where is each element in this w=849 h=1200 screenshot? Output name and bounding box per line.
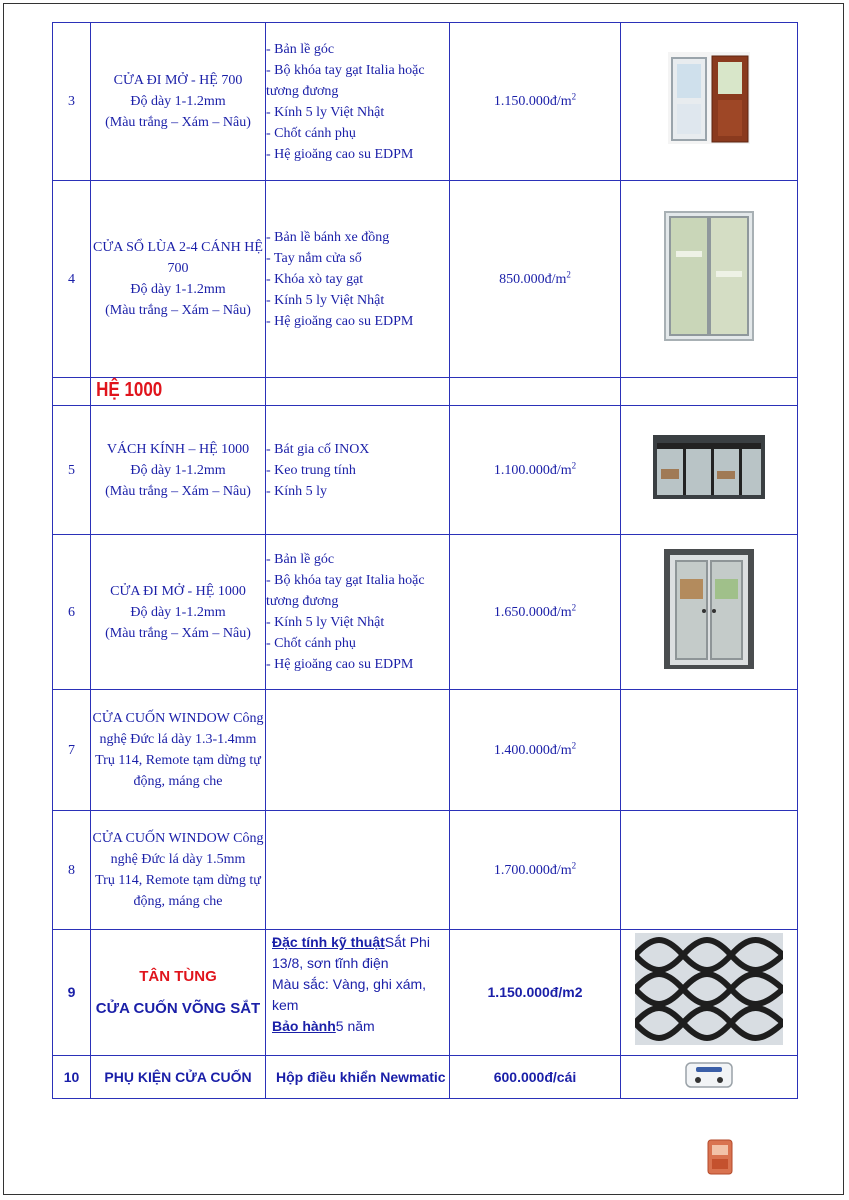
brand-label: TÂN TÙNG — [139, 967, 217, 985]
product-price: $1.700.000đ/m^2$ — [450, 811, 621, 930]
product-specs: - Bản lề bánh xe đồng - Tay nắm cửa sổ - Khóa xò tay gạt - Kính 5 ly Việt Nhật - Hệ gioăng cao su EDPM — [266, 181, 450, 378]
row-number: 5 — [53, 406, 91, 535]
table-row — [53, 1056, 798, 1099]
product-price: $1.100.000đ/m^2$ — [450, 406, 621, 535]
product-image-cell — [621, 1056, 798, 1099]
row-number: 7 — [53, 690, 91, 811]
row-number: 3 — [53, 23, 91, 181]
product-price: $850.000đ/m^2$ — [450, 181, 621, 378]
table-row — [53, 23, 798, 181]
product-specs: - Bát gia cố INOX - Keo trung tính - Kính 5 ly — [266, 406, 450, 535]
row-number: 4 — [53, 181, 91, 378]
product-specs: - Bản lề góc - Bộ khóa tay gạt Italia hoặc tương đương - Kính 5 ly Việt Nhật - Chốt cánh phụ - Hệ gioăng cao su EDPM — [266, 23, 450, 181]
footer-logo-icon — [707, 1139, 733, 1175]
remote-control-box-image — [684, 1057, 734, 1091]
product-name: CỬA SỔ LÙA 2-4 CÁNH HỆ 700 Độ dày 1-1.2mm (Màu trắng – Xám – Nâu) — [91, 181, 266, 378]
section-row — [53, 378, 798, 406]
product-name: CỬA CUỐN WINDOW Công nghệ Đức lá dày 1.5mm Trụ 114, Remote tạm dừng tự động, máng che — [91, 811, 266, 930]
product-image-cell — [621, 181, 798, 378]
table-row — [53, 181, 798, 378]
product-name: PHỤ KIỆN CỬA CUỐN — [91, 1056, 266, 1099]
product-price: $1.150.000đ/m^2$ — [450, 23, 621, 181]
product-name: CỬA CUỐN WINDOW Công nghệ Đức lá dày 1.3-1.4mm Trụ 114, Remote tạm dừng tự động, máng che — [91, 690, 266, 811]
product-image-cell — [621, 535, 798, 690]
product-name: CỬA ĐI MỞ - HỆ 700 Độ dày 1-1.2mm (Màu trắng – Xám – Nâu) — [91, 23, 266, 181]
row-number: 6 — [53, 535, 91, 690]
iron-mesh-image — [635, 933, 783, 1045]
product-price: 1.150.000đ/m2 — [450, 930, 621, 1056]
table-row — [53, 690, 798, 811]
product-name: CỬA ĐI MỞ - HỆ 1000 Độ dày 1-1.2mm (Màu trắng – Xám – Nâu) — [91, 535, 266, 690]
table-row — [53, 811, 798, 930]
double-door-image — [664, 549, 754, 669]
price-table — [52, 22, 798, 1099]
table-row — [53, 930, 798, 1056]
product-price: $1.400.000đ/m^2$ — [450, 690, 621, 811]
row-number: 10 — [53, 1056, 91, 1099]
product-image-cell — [621, 23, 798, 181]
product-image-cell — [621, 930, 798, 1056]
sliding-window-image — [664, 211, 754, 341]
door-photo-image — [668, 52, 750, 144]
row-number: 9 — [53, 930, 91, 1056]
product-spec: Hộp điều khiển Newmatic — [266, 1056, 450, 1099]
product-price: $1.650.000đ/m^2$ — [450, 535, 621, 690]
product-specs: Đặc tính kỹ thuậtSắt Phi 13/8, sơn tĩnh điện Màu sắc: Vàng, ghi xám, kem Bảo hành5 năm — [266, 930, 450, 1056]
table-row — [53, 406, 798, 535]
product-image-cell — [621, 406, 798, 535]
row-number: 8 — [53, 811, 91, 930]
product-price: 600.000đ/cái — [450, 1056, 621, 1099]
section-title: HỆ 1000 — [96, 379, 163, 401]
product-name: VÁCH KÍNH – HỆ 1000 Độ dày 1-1.2mm (Màu trắng – Xám – Nâu) — [91, 406, 266, 535]
glass-partition-image — [653, 435, 765, 499]
product-name: TÂN TÙNG CỬA CUỐN VÕNG SẮT — [91, 930, 266, 1056]
product-specs: - Bản lề góc - Bộ khóa tay gạt Italia hoặc tương đương - Kính 5 ly Việt Nhật - Chốt cánh phụ - Hệ gioăng cao su EDPM — [266, 535, 450, 690]
table-row — [53, 535, 798, 690]
